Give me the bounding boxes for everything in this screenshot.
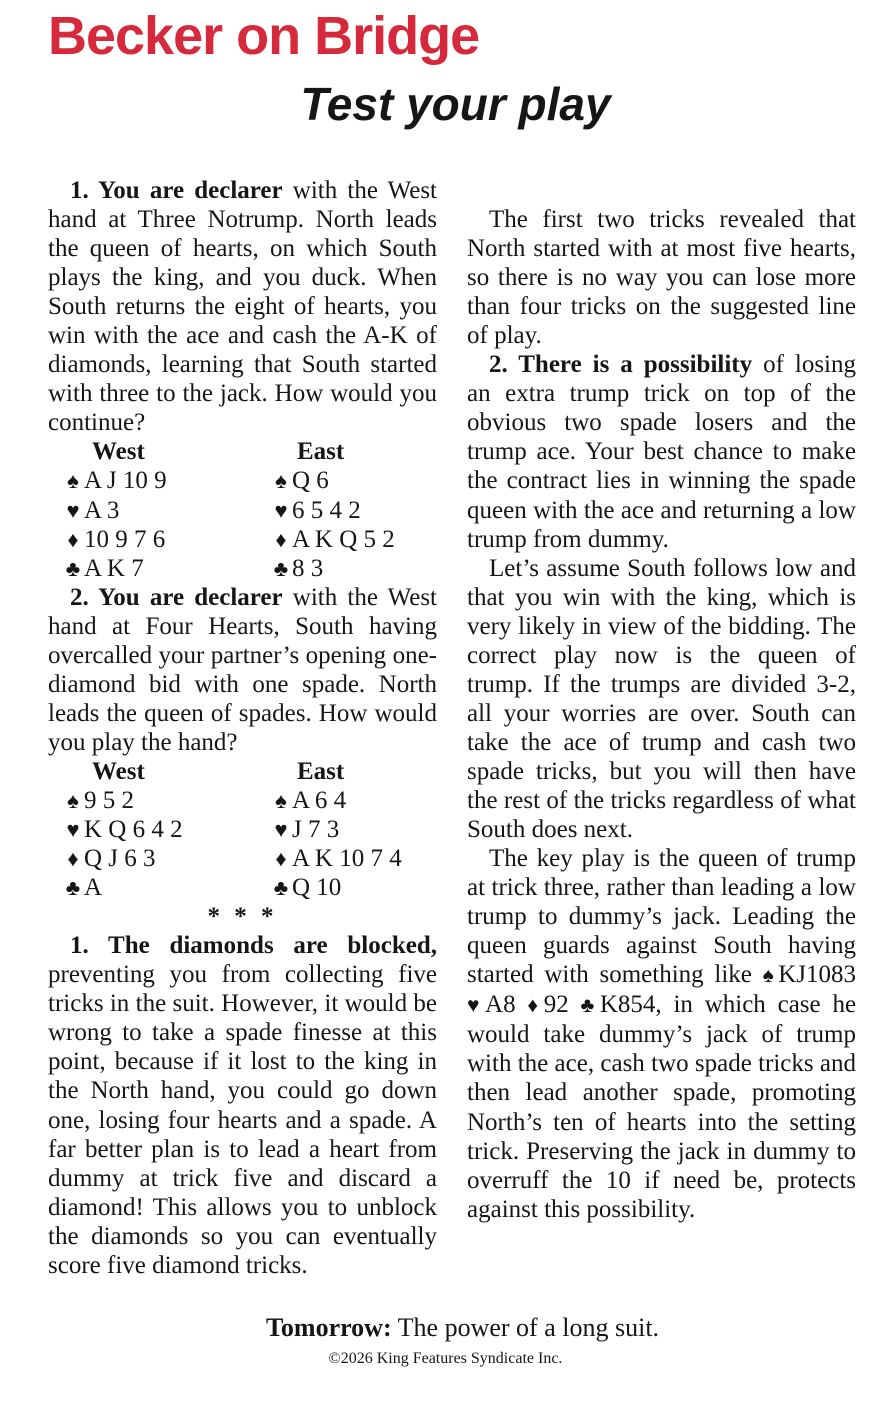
clubs-row <box>48 873 437 902</box>
west-spades: A J 10 9 <box>84 467 167 495</box>
heart-icon: ♥ <box>274 497 288 523</box>
solution-2-lead: 2. There is a possibility <box>489 351 753 379</box>
south-diamonds: 92 <box>543 991 569 1019</box>
solution-2-para-3-end: , in which case he would take dummy’s jack of trump with the ace, cash two spade tricks and then lead another spade, promoting North’s ten of hearts into the setting trick. Preserving the jack in dummy to overruff the 10 if need be, protects against this possibility. <box>467 991 857 1223</box>
club-icon: ♣ <box>273 875 289 901</box>
solution-1-body: preventing you from collecting five tricks in the suit. However, it would be wrong to take a spade finesse at this point, because if it lost to the king in the North hand, you could go down one, losing four hearts and a spade. A far better plan is to lead a heart from dummy at trick five and discard a diamond! This allows you to unblock the diamonds so you can eventually score five diamond tricks. <box>48 961 437 1279</box>
east-spades: Q 6 <box>292 467 329 495</box>
east-label: East <box>297 438 345 466</box>
diamonds-row <box>48 525 437 554</box>
east-clubs: Q 10 <box>292 874 342 902</box>
hearts-row <box>48 496 437 525</box>
diamond-icon: ♦ <box>275 846 287 872</box>
heart-icon: ♥ <box>66 497 80 523</box>
heart-icon: ♥ <box>467 993 486 1018</box>
west-spades: 9 5 2 <box>84 786 134 814</box>
east-spades: A 6 4 <box>292 786 347 814</box>
south-spades: KJ1083 <box>778 961 857 989</box>
spade-icon: ♠ <box>762 963 779 988</box>
solution-2-para-3 <box>467 844 856 1224</box>
west-hearts: A 3 <box>84 496 120 524</box>
east-hearts: J 7 3 <box>292 816 340 844</box>
continued-line-spacer <box>467 176 856 205</box>
right-column <box>467 176 856 1224</box>
tomorrow-label: Tomorrow: <box>265 1313 392 1342</box>
club-icon: ♣ <box>273 555 289 581</box>
solution-1-para-2: The first two tricks revealed that North started with at most five hearts, so there is no way you can lose more than four tricks on the suggested line of play. <box>467 206 856 350</box>
column-brand-title: Becker on Bridge <box>48 6 480 66</box>
solution-2-body: of losing an extra trump trick on top of the obvious two spade losers and the trump ace. Your best chance to make the contract lies in winning the spade queen with the ace and returning a low trump from dummy. <box>467 351 856 553</box>
solution-2-para-3-start: The key play is the queen of trump at trick three, rather than leading a low trump to dummy’s jack. Leading the queen guards against South having started with something like <box>467 845 856 989</box>
solution-1-lead: 1. The diamonds are blocked, <box>70 932 437 960</box>
spades-row <box>48 786 437 815</box>
east-hearts: 6 5 4 2 <box>292 496 361 524</box>
column-subtitle: Test your play <box>300 78 611 130</box>
hand-header-row <box>48 437 437 466</box>
west-diamonds: Q J 6 3 <box>84 845 156 873</box>
diamond-icon: ♦ <box>67 846 79 872</box>
heart-icon: ♥ <box>66 817 80 843</box>
west-clubs: A <box>84 874 103 902</box>
spade-icon: ♠ <box>67 787 79 813</box>
hearts-row <box>48 815 437 844</box>
spade-icon: ♠ <box>275 468 287 494</box>
diamond-icon: ♦ <box>67 526 79 552</box>
west-clubs: A K 7 <box>84 554 144 582</box>
heart-icon: ♥ <box>274 817 288 843</box>
club-icon: ♣ <box>580 993 600 1018</box>
solution-2-para-2: Let’s assume South follows low and that you win with the king, which is very likely in view of the bidding. The correct play now is the queen of trump. If the trumps are divided 3-2, all your worries are over. South can take the ace of trump and cash two spade tricks, but you will then have the rest of the tricks regardless of what South does next. <box>467 554 856 844</box>
spade-icon: ♠ <box>67 468 79 494</box>
tomorrow-teaser <box>0 1312 871 1344</box>
east-label: East <box>297 757 345 785</box>
solution-1-text <box>48 931 437 1280</box>
problem-1-hands <box>48 437 437 582</box>
clubs-row <box>48 554 437 583</box>
club-icon: ♣ <box>65 555 81 581</box>
problem-1-lead: 1. You are declarer <box>70 177 283 204</box>
left-column <box>48 176 437 1280</box>
east-diamonds: A K Q 5 2 <box>292 525 395 553</box>
south-hearts: A8 <box>485 991 516 1019</box>
south-clubs: K854 <box>599 991 656 1019</box>
tomorrow-text: The power of a long suit. <box>391 1313 660 1342</box>
spades-row <box>48 466 437 495</box>
west-label: West <box>92 757 145 785</box>
problem-1-text <box>48 176 437 437</box>
east-diamonds: A K 10 7 4 <box>292 845 402 873</box>
problem-2-body: with the West hand at Four Hearts, South having overcalled your partner’s opening one-diamond bid with one spade. North leads the queen of spades. How would you play the hand? <box>48 583 437 756</box>
spade-icon: ♠ <box>275 787 287 813</box>
problem-2-text <box>48 583 437 757</box>
section-separator: * * * <box>207 903 278 931</box>
west-label: West <box>92 438 145 466</box>
club-icon: ♣ <box>65 875 81 901</box>
copyright: ©2026 King Features Syndicate Inc. <box>328 1350 563 1367</box>
diamond-icon: ♦ <box>527 993 544 1018</box>
problem-2-hands <box>48 757 437 902</box>
hand-header-row <box>48 757 437 786</box>
problem-1-body: with the West hand at Three Notrump. North leads the queen of hearts, on which South plays the king, and you duck. When South returns the eight of hearts, you win with the ace and cash the A-K of diamonds, learning that South started with three to the jack. How would you continue? <box>48 177 437 437</box>
west-diamonds: 10 9 7 6 <box>84 525 166 553</box>
west-hearts: K Q 6 4 2 <box>84 816 183 844</box>
diamonds-row <box>48 844 437 873</box>
solution-2-text <box>467 350 856 553</box>
east-clubs: 8 3 <box>292 554 324 582</box>
diamond-icon: ♦ <box>275 526 287 552</box>
problem-2-lead: 2. You are declarer <box>70 583 283 611</box>
